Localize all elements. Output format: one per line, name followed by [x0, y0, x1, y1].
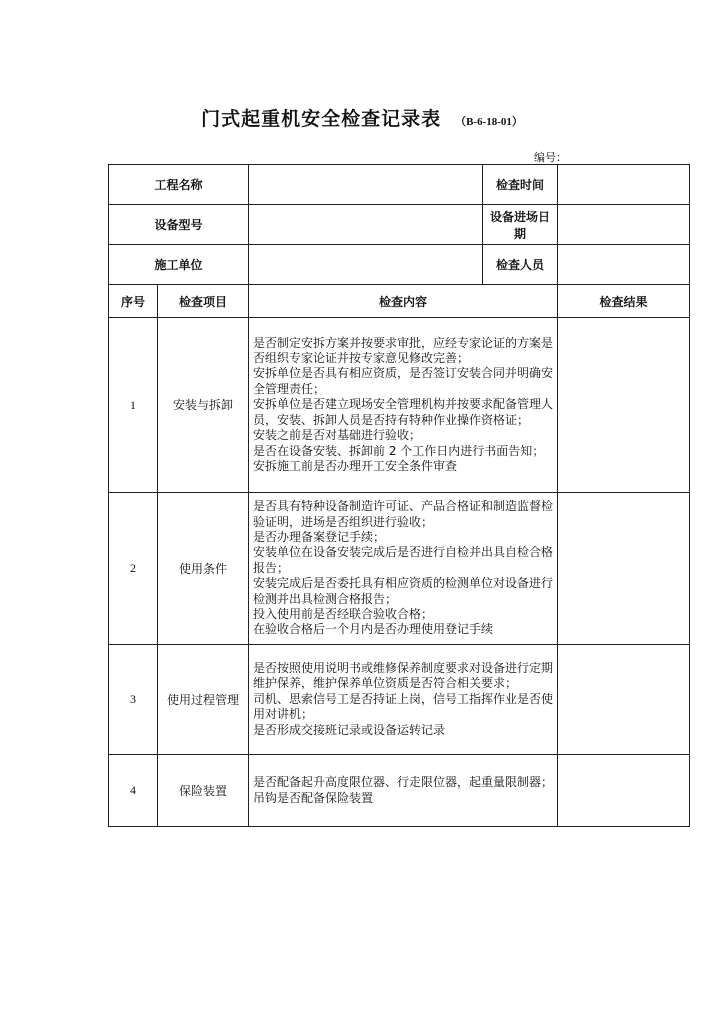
- inspection-time-label: 检查时间: [483, 165, 558, 205]
- col-content-header: 检查内容: [249, 285, 558, 318]
- content-line: 是否在设备安装、拆卸前 2 个工作日内进行书面告知；: [253, 443, 545, 458]
- table-row: [109, 755, 690, 827]
- page-title: 门式起重机安全检查记录表: [201, 108, 442, 130]
- content-line: 是否按照使用说明书或维修保养制度要求对设备进行定期维护保养，维护保养单位资质是否符合相关要求；: [253, 660, 554, 691]
- equipment-model-label: 设备型号: [109, 205, 249, 245]
- check-item: 使用条件: [158, 493, 249, 645]
- column-header-row: [109, 285, 690, 318]
- row-number: 1: [109, 318, 158, 493]
- entry-date-label: 设备进场日期: [483, 205, 558, 245]
- form-code: （B-6-18-01）: [455, 116, 523, 128]
- check-result[interactable]: [558, 493, 690, 645]
- check-result[interactable]: [558, 755, 690, 827]
- content-line: 是否具有特种设备制造许可证、产品合格证和制造监督检验证明，进场是否组织进行验收；: [253, 499, 554, 529]
- equipment-model-value[interactable]: [249, 205, 483, 245]
- content-line: 安装完成后是否委托具有相应资质的检测单位对设备进行检测并出具检测合格报告；: [253, 576, 554, 606]
- row-number: 3: [109, 645, 158, 755]
- content-line: 司机、思索信号工是否持证上岗，信号工指挥作业是否使用对讲机；: [253, 691, 554, 722]
- col-no-header: 序号: [109, 285, 158, 318]
- content-line: 安拆单位是否具有相应资质，是否签订安装合同并明确安全管理责任；: [253, 366, 554, 396]
- row-number: 4: [109, 755, 158, 827]
- content-line: 安装之前是否对基础进行验收；: [253, 428, 422, 443]
- check-item: 保险装置: [158, 755, 249, 827]
- check-content: [249, 318, 558, 493]
- content-line: 在验收合格后一个月内是否办理使用登记手续: [253, 622, 494, 637]
- check-content: [249, 755, 558, 827]
- content-line: 是否办理备案登记手续；: [253, 529, 386, 544]
- check-content: [249, 645, 558, 755]
- header-row-project: [109, 165, 690, 205]
- check-item: 安装与拆卸: [158, 318, 249, 493]
- content-line: 吊钩是否配备保险装置: [253, 790, 374, 805]
- table-row: [109, 645, 690, 755]
- inspection-table: [108, 164, 690, 827]
- row-number: 2: [109, 493, 158, 645]
- inspection-time-value[interactable]: [558, 165, 690, 205]
- inspector-value[interactable]: [558, 245, 690, 285]
- entry-date-value[interactable]: [558, 205, 690, 245]
- construction-unit-value[interactable]: [249, 245, 483, 285]
- col-item-header: 检查项目: [158, 285, 249, 318]
- content-line: 安拆施工前是否办理开工安全条件审查: [253, 458, 458, 473]
- check-result[interactable]: [558, 645, 690, 755]
- title-bar: [0, 104, 724, 131]
- check-result[interactable]: [558, 318, 690, 493]
- content-line: 投入使用前是否经联合验收合格；: [253, 607, 434, 622]
- content-line: 安拆单位是否建立现场安全管理机构并按要求配备管理人员，安装、拆卸人员是否持有特种作业操作资格证；: [253, 397, 554, 427]
- content-line: 是否配备起升高度限位器、行走限位器，起重量限制器；: [253, 775, 554, 790]
- inspector-label: 检查人员: [483, 245, 558, 285]
- header-row-equipment: [109, 205, 690, 245]
- content-line: 安装单位在设备安装完成后是否进行自检并出具自检合格报告；: [253, 545, 554, 575]
- content-line: 是否制定安拆方案并按要求审批，应经专家论证的方案是否组织专家论证并按专家意见修改完善；: [253, 335, 554, 366]
- check-content: [249, 493, 558, 645]
- header-row-unit: [109, 245, 690, 285]
- project-name-value[interactable]: [249, 165, 483, 205]
- construction-unit-label: 施工单位: [109, 245, 249, 285]
- content-line: 是否形成交接班记录或设备运转记录: [253, 722, 446, 737]
- col-result-header: 检查结果: [558, 285, 690, 318]
- check-item: 使用过程管理: [158, 645, 249, 755]
- table-row: [109, 493, 690, 645]
- table-row: [109, 318, 690, 493]
- project-name-label: 工程名称: [109, 165, 249, 205]
- serial-number-label: 编号：: [534, 151, 567, 164]
